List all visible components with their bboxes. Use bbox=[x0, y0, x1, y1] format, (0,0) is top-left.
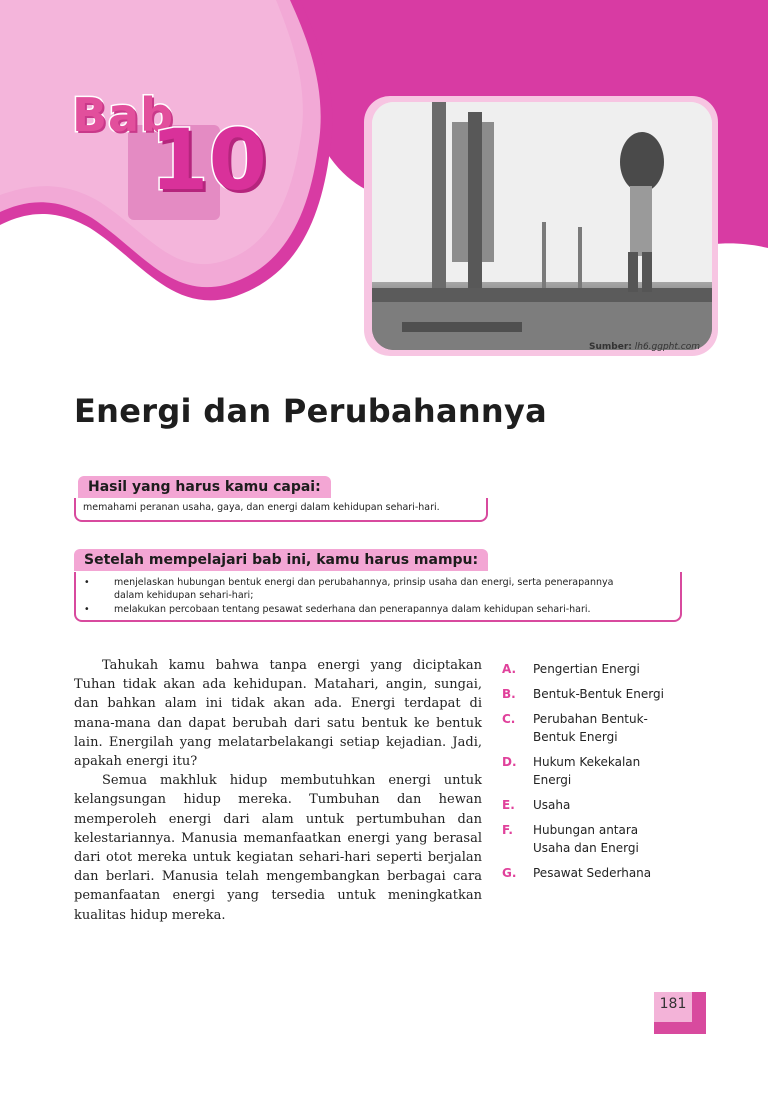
toc-letter: C. bbox=[502, 712, 516, 726]
chapter-word: Bab bbox=[72, 88, 175, 142]
photo-illustration bbox=[372, 102, 712, 350]
objective-item bbox=[84, 576, 644, 602]
toc-item bbox=[502, 821, 651, 857]
toc-letter: G. bbox=[502, 866, 517, 880]
photo-source bbox=[589, 342, 700, 352]
bullet-icon: • bbox=[84, 577, 90, 588]
chapter-number: 10 bbox=[150, 111, 267, 209]
toc-item bbox=[502, 710, 651, 746]
toc-letter: E. bbox=[502, 798, 515, 812]
intro-paragraph: Tahukah kamu bahwa tanpa energi yang diciptakan Tuhan tidak akan ada kehidupan. Matahari, angin, sungai, dan bahkan alam ini tidak akan ada. Energi terdapat di mana-mana dan dapat berubah dari satu bentuk ke bentuk lain. Energilah yang melatarbelakangi setiap kejadian. Jadi, apakah energi itu? bbox=[74, 658, 482, 770]
chapter-title: Energi dan Perubahannya bbox=[74, 392, 548, 430]
toc-letter: F. bbox=[502, 823, 513, 837]
toc-text: Perubahan Bentuk-Bentuk Energi bbox=[533, 712, 648, 744]
chapter-contents bbox=[502, 660, 682, 889]
toc-item bbox=[502, 753, 651, 789]
toc-item bbox=[502, 864, 682, 882]
objective-item bbox=[84, 603, 644, 616]
toc-text: Pesawat Sederhana bbox=[533, 866, 652, 880]
bullet-icon: • bbox=[84, 604, 90, 615]
objectives-box-label: Setelah mempelajari bab ini, kamu harus mampu: bbox=[74, 549, 488, 571]
objective-text: menjelaskan hubungan bentuk energi dan perubahannya, prinsip usaha dan energi, serta penerapannya dalam kehidupan sehari-hari; bbox=[114, 577, 614, 601]
toc-text: Hukum Kekekalan Energi bbox=[533, 755, 641, 787]
toc-item bbox=[502, 685, 682, 703]
toc-letter: B. bbox=[502, 687, 516, 701]
chapter-photo bbox=[372, 102, 712, 350]
intro-paragraph: Semua makhluk hidup membutuhkan energi untuk kelangsungan hidup mereka. Tumbuhan dan hewan memperoleh energi dari alam untuk pertumbuhan dan kelestariannya. Manusia memanfaatkan energi yang berasal dari otot mereka untuk kegiatan sehari-hari seperti berjalan dan berlari. Manusia telah mengembangkan berbagai cara pemanfaatan energi yang tersedia untuk meningkatkan kualitas hidup mereka. bbox=[74, 773, 482, 923]
photo-source-value: lh6.ggpht.com bbox=[634, 342, 700, 352]
photo-source-label: Sumber: bbox=[589, 342, 632, 352]
toc-letter: A. bbox=[502, 662, 517, 676]
intro-text bbox=[74, 656, 482, 925]
objective-text: melakukan percobaan tentang pesawat sederhana dan penerapannya dalam kehidupan sehari-hari. bbox=[114, 604, 591, 615]
toc-text: Usaha bbox=[533, 798, 571, 812]
objectives-list bbox=[84, 576, 644, 617]
toc-text: Bentuk-Bentuk Energi bbox=[533, 687, 664, 701]
toc-item bbox=[502, 660, 682, 678]
goal-box-text: memahami peranan usaha, gaya, dan energi dalam kehidupan sehari-hari. bbox=[83, 502, 440, 513]
page-number: 181 bbox=[659, 996, 687, 1012]
toc-text: Hubungan antara Usaha dan Energi bbox=[533, 823, 639, 855]
toc-letter: D. bbox=[502, 755, 517, 769]
toc-item bbox=[502, 796, 682, 814]
toc-text: Pengertian Energi bbox=[533, 662, 640, 676]
goal-box-label: Hasil yang harus kamu capai: bbox=[78, 476, 331, 498]
